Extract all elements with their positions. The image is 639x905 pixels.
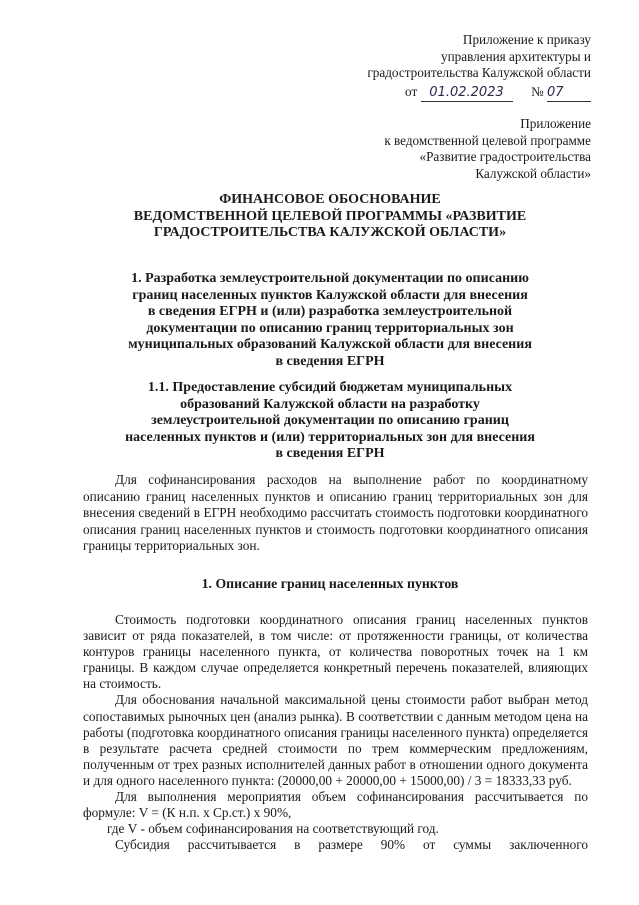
appendix-line: Приложение (520, 116, 591, 131)
section-1-heading (60, 271, 600, 370)
number-prefix: № (531, 83, 544, 99)
body-paragraph: Для обоснования начальной максимальной цены стоимости работ выбран метод сопоставимых рыночных цен (анализ рынка). В соответствии с данным методом цена на работы (подготовка координатного описания границы населенного пункта) определяется в результате расчета средней стоимости по трем коммерческим предложениям, полученным от трех разных исполнителей данных работ в отношении одного документа и для одного населенного пункта: (20000,00 + 20000,00 + 15000,00) / 3 = 18333,33 руб. (83, 692, 588, 788)
document-title (60, 192, 600, 242)
order-line: градостроительства Калужской области (367, 65, 591, 80)
heading-line: 1. Разработка землеустроительной документации по описанию (131, 271, 529, 286)
program-appendix-header (384, 116, 591, 182)
handwritten-number: 07 (547, 85, 591, 103)
order-appendix-header (367, 32, 591, 102)
title-line: ВЕДОМСТВЕННОЙ ЦЕЛЕВОЙ ПРОГРАММЫ «РАЗВИТИЕ (133, 208, 527, 224)
intro-paragraph (83, 472, 588, 555)
appendix-line: к ведомственной целевой программе (384, 132, 591, 148)
heading-line: образований Калужской области на разработку (180, 396, 480, 412)
heading-line: 1.1. Предоставление субсидий бюджетам муниципальных (147, 380, 513, 395)
handwritten-date: 01.02.2023 (421, 85, 513, 103)
body-text (83, 612, 588, 853)
body-paragraph: Для выполнения мероприятия объем софинансирования рассчитывается по формуле: V = (К н.п. х Ср.ст.) х 90%, (83, 789, 588, 821)
body-paragraph: Стоимость подготовки координатного описания границ населенных пунктов зависит от ряда показателей, в том числе: от протяженности границы, от количества контуров границы населенного пункта, от количества поворотных точек на 1 км границы. В каждом случае определяется конкретный перечень показателей, влияющих на стоимость. (83, 612, 588, 692)
order-line: Приложение к приказу (462, 32, 591, 47)
heading-line: землеустроительной документации по описанию границ (151, 413, 509, 428)
section-1-1-heading (60, 380, 600, 463)
body-paragraph: Субсидия рассчитывается в размере 90% от суммы заключенного (115, 837, 588, 853)
heading-line: муниципальных образований Калужской области для внесения (128, 337, 532, 352)
heading-line: в сведения ЕГРН (275, 353, 385, 369)
title-line: ФИНАНСОВОЕ ОБОСНОВАНИЕ (219, 192, 441, 207)
heading-line: населенных пунктов и (или) территориальных зон для внесения (125, 429, 535, 445)
title-line: ГРАДОСТРОИТЕЛЬСТВА КАЛУЖСКОЙ ОБЛАСТИ» (153, 225, 507, 240)
order-date-line (367, 84, 591, 103)
appendix-line: Калужской области» (475, 165, 591, 181)
appendix-line: «Развитие градостроительства (419, 149, 591, 164)
heading-line: документации по описанию границ территориальных зон (146, 320, 514, 336)
order-line: управления архитектуры и (440, 48, 591, 64)
heading-line: в сведения ЕГРН (275, 446, 385, 461)
date-prefix: от (405, 83, 418, 99)
subsection-title: 1. Описание границ населенных пунктов (201, 576, 459, 591)
body-paragraph: где V - объем софинансирования на соответствующий год. (107, 821, 439, 837)
intro-text: Для софинансирования расходов на выполнение работ по координатному описанию границ населенных пунктов и описанию границ территориальных зон для внесения сведений в ЕГРН необходимо рассчитать стоимость подготовки координатного описания границ населенных пунктов и стоимость подготовки координатного описания границы территориальных зон. (83, 472, 588, 553)
heading-line: в сведения ЕГРН и (или) разработка землеустроительной (147, 304, 513, 319)
heading-line: границ населенных пунктов Калужской области для внесения (132, 287, 528, 303)
